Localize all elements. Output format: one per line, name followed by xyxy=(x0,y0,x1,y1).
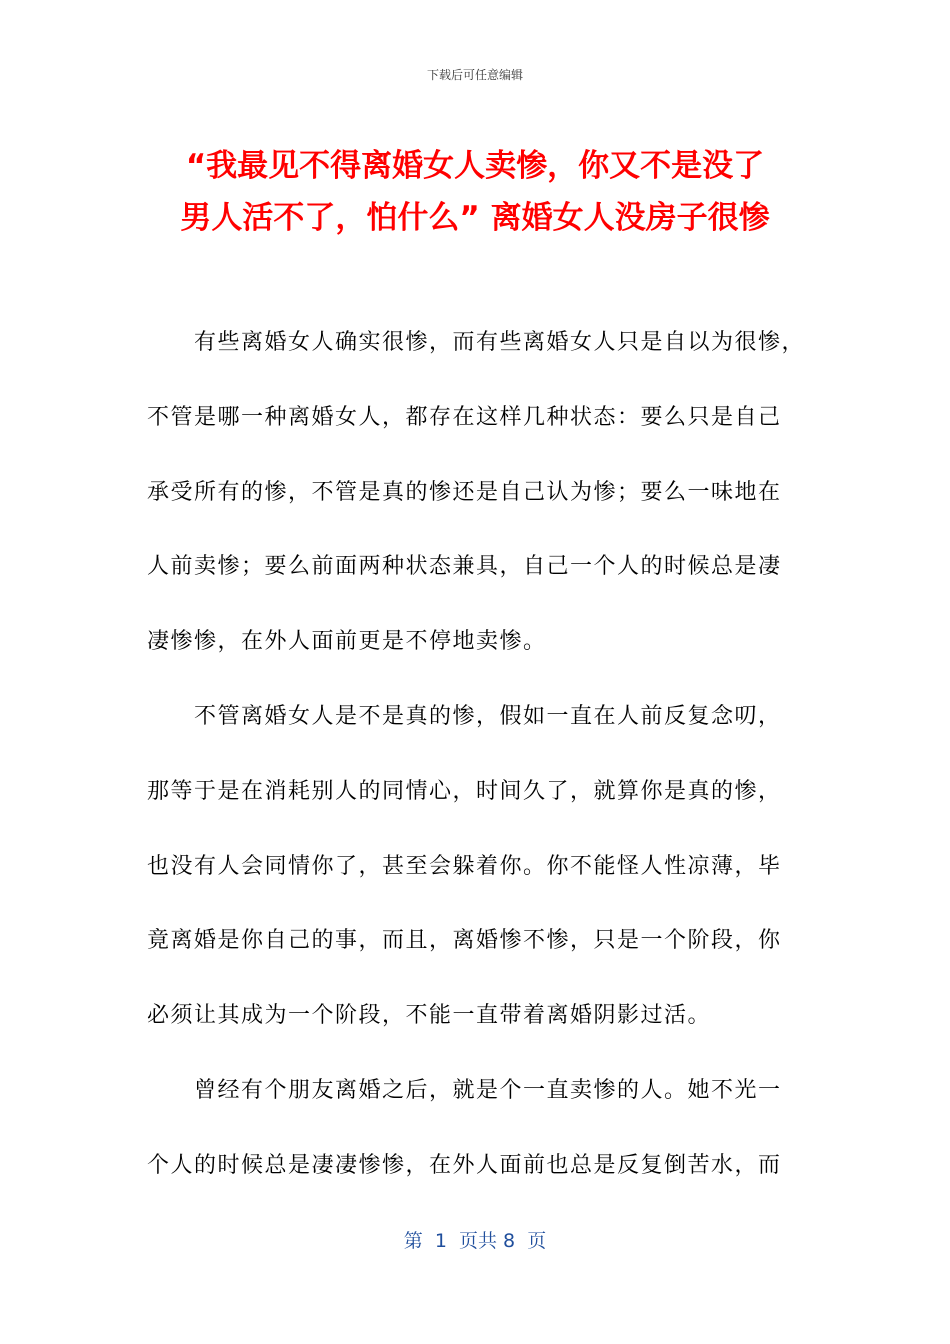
body-line: 不管离婚女人是不是真的惨，假如一直在人前反复念叨， xyxy=(194,703,782,729)
body-line: 个人的时候总是凄凄惨惨，在外人面前也总是反复倒苦水，而 xyxy=(147,1152,782,1178)
page-header: 下载后可任意编辑 xyxy=(426,68,523,82)
body-line: 承受所有的惨，不管是真的惨还是自己认为惨；要么一味地在 xyxy=(147,479,782,505)
body-line: 人前卖惨；要么前面两种状态兼具，自己一个人的时候总是凄 xyxy=(147,554,782,580)
document-title xyxy=(100,140,850,244)
body-line: 曾经有个朋友离婚之后，就是个一直卖惨的人。她不光一 xyxy=(194,1077,782,1103)
body-line: 必须让其成为一个阶段，不能一直带着离婚阴影过活。 xyxy=(147,1003,712,1029)
body-line: 那等于是在消耗别人的同情心，时间久了，就算你是真的惨， xyxy=(147,778,782,804)
body-line: 不管是哪一种离婚女人，都存在这样几种状态：要么只是自己 xyxy=(147,404,782,430)
document-body xyxy=(147,306,807,1204)
body-line: 凄惨惨，在外人面前更是不停地卖惨。 xyxy=(147,629,547,655)
page-footer: 第 1 页共 8 页 xyxy=(403,1230,547,1252)
body-line: 有些离婚女人确实很惨，而有些离婚女人只是自以为很惨， xyxy=(194,330,806,355)
body-line: 也没有人会同情你了，甚至会躲着你。你不能怪人性凉薄，毕 xyxy=(147,853,782,879)
body-line: 竟离婚是你自己的事，而且，离婚惨不惨，只是一个阶段，你 xyxy=(147,928,782,954)
title-line-2: 男人活不了，怕什么” 离婚女人没房子很惨 xyxy=(180,200,770,236)
title-line-1: “我最见不得离婚女人卖惨，你又不是没了 xyxy=(185,148,765,184)
